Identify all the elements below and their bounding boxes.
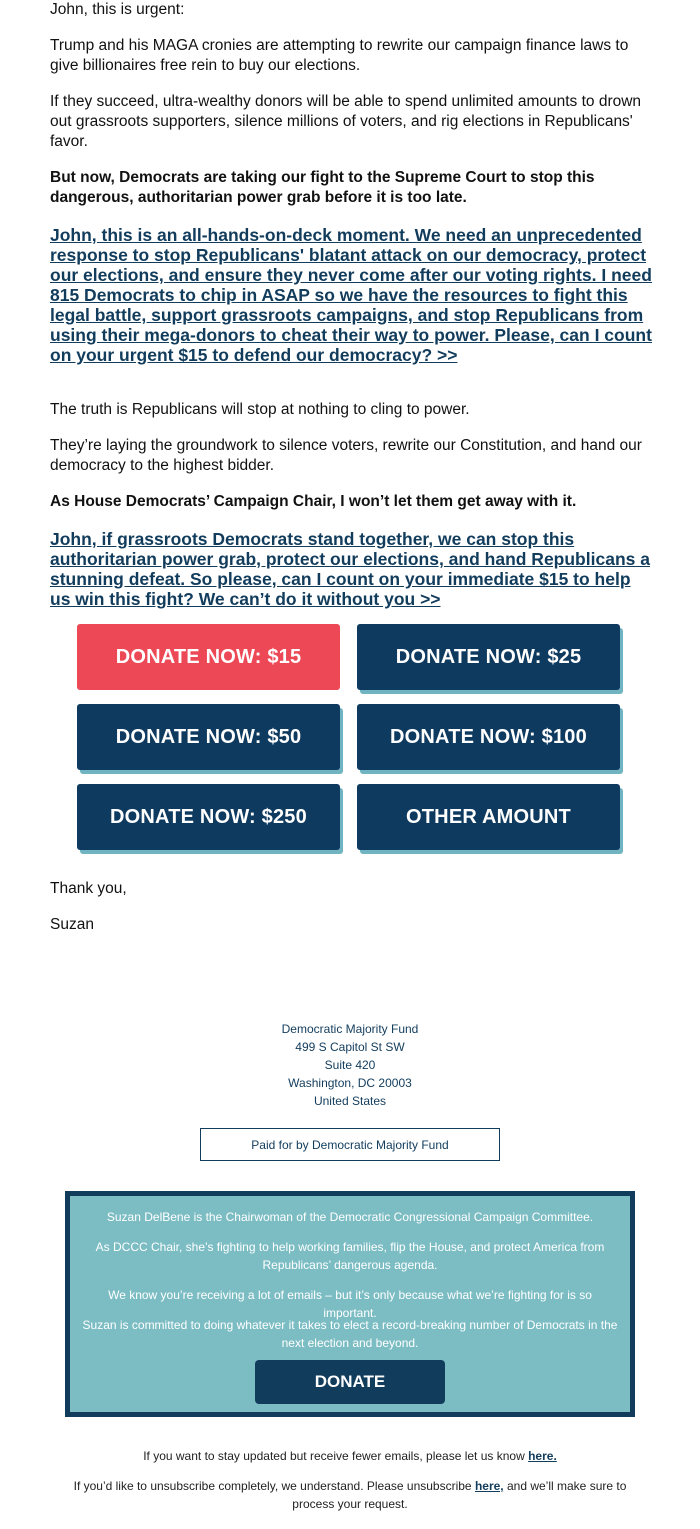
signoff-name: Suzan [50, 916, 94, 933]
signoff-thanks: Thank you, [50, 880, 127, 897]
donate-link-paragraph-1[interactable]: John, this is an all-hands-on-deck moment. We need an unprecedented response to stop Republicans' blatant attack on our democracy, protect our elections, and ensure they never come after our voting rights. I need 815 Democrats to chip in ASAP so we have the resources to fight this legal battle, support grassroots campaigns, and stop Republicans from using their mega-donors to cheat their way to power. Please, can I count on your urgent $15 to defend our democracy? >> [50, 225, 652, 365]
donate-250-button[interactable]: DONATE NOW: $250 [77, 784, 340, 850]
bio-line-chair: Suzan DelBene is the Chairwoman of the Democratic Congressional Campaign Committee. [106, 1210, 594, 1224]
footer-unsub-text-1: If you’d like to unsubscribe completely, we understand. Please unsubscribe [73, 1479, 472, 1493]
unsubscribe-link[interactable]: here, [474, 1479, 504, 1493]
greeting: John, this is urgent: [50, 1, 185, 18]
paid-for-disclaimer: Paid for by Democratic Majority Fund [200, 1128, 500, 1161]
address-street: 499 S Capitol St SW [295, 1040, 405, 1054]
footer-unsub-text-2: and we’ll make sure to process your request. [292, 1479, 627, 1511]
paragraph-campaign-chair: As House Democrats’ Campaign Chair, I won’t let them get away with it. [50, 493, 577, 510]
paragraph-donors: If they succeed, ultra-wealthy donors will be able to spend unlimited amounts to drown out grassroots supporters, silence millions of voters, and rig elections in Republicans' favor. [50, 93, 642, 150]
bio-donate-button[interactable]: DONATE [255, 1360, 445, 1404]
bio-line-fighting: As DCCC Chair, she’s fighting to help working families, flip the House, and protect America from Republicans’ dangerous agenda. [95, 1240, 605, 1272]
donate-15-button[interactable]: DONATE NOW: $15 [77, 624, 340, 690]
donate-25-button[interactable]: DONATE NOW: $25 [357, 624, 620, 690]
footer-fewer-text: If you want to stay updated but receive fewer emails, please let us know [143, 1449, 525, 1463]
footer-fewer-emails [0, 1447, 700, 1465]
footer-unsubscribe [60, 1477, 640, 1513]
address-country: United States [313, 1094, 387, 1108]
donate-50-button[interactable]: DONATE NOW: $50 [77, 704, 340, 770]
bio-line-emails: We know you’re receiving a lot of emails – but it’s only because what we’re fighting for is so important. [108, 1288, 592, 1320]
mailing-address [0, 1020, 700, 1110]
donate-100-button[interactable]: DONATE NOW: $100 [357, 704, 620, 770]
other-amount-button[interactable]: OTHER AMOUNT [357, 784, 620, 850]
paragraph-supreme-court: But now, Democrats are taking our fight to the Supreme Court to stop this dangerous, authoritarian power grab before it is too late. [50, 169, 595, 206]
bio-box [65, 1191, 635, 1417]
paragraph-groundwork: They’re laying the groundwork to silence voters, rewrite our Constitution, and hand our democracy to the highest bidder. [50, 437, 642, 474]
address-city: Washington, DC 20003 [288, 1076, 412, 1090]
bio-line-committed: Suzan is committed to doing whatever it takes to elect a record-breaking number of Democrats in the next election and beyond. [82, 1318, 618, 1350]
donate-link-paragraph-2[interactable]: John, if grassroots Democrats stand together, we can stop this authoritarian power grab, protect our elections, and hand Republicans a stunning defeat. So please, can I count on your immediate $15 to help us win this fight? We can’t do it without you >> [50, 529, 650, 609]
paragraph-cling-to-power: The truth is Republicans will stop at nothing to cling to power. [50, 401, 470, 418]
address-org: Democratic Majority Fund [281, 1022, 419, 1036]
address-suite: Suite 420 [324, 1058, 376, 1072]
paragraph-campaign-finance: Trump and his MAGA cronies are attempting to rewrite our campaign finance laws to give billionaires free rein to buy our elections. [50, 37, 629, 74]
fewer-emails-link[interactable]: here. [528, 1449, 557, 1463]
